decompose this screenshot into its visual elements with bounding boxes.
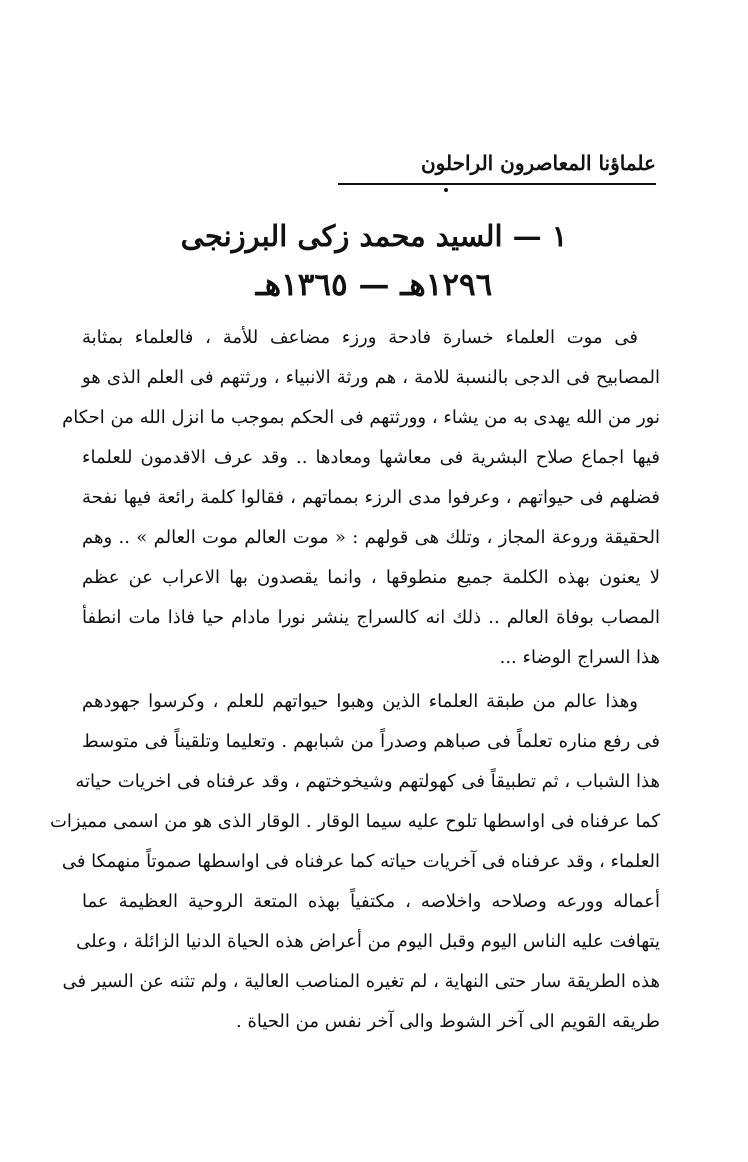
paragraph-2 [49,682,661,1042]
paragraph-1 [62,318,660,678]
text-line: أعماله وورعه وصلاحه واخلاصه ، مكتفياً بهذه المتعة الروحية العظيمة عما [82,891,660,912]
text-line: فى موت العلماء خسارة فادحة ورزء مضاعف للأمة ، فالعلماء بمثابة [82,327,638,348]
text-line: المصابيح فى الدجى بالنسبة للامة ، هم ورثة الانبياء ، ورثتهم فى العلم الذى هو [82,367,660,388]
header-underline-dot [444,188,448,192]
text-line: يتهافت عليه الناس اليوم وقبل اليوم من أعراض هذه الحياة الدنيا الزائلة ، وعلى [76,931,660,952]
running-header: علماؤنا المعاصرون الراحلون [420,151,656,175]
text-line: فضلهم فى حيواتهم ، وعرفوا مدى الرزء بمماتهم ، فقالوا كلمة رائعة فيها نفحة [82,487,660,508]
article-title: ١ — السيد محمد زكى البرزنجى [180,219,568,253]
text-line: كما عرفناه فى اواسطها تلوح عليه سيما الوقار . الوقار الذى هو من اسمى مميزات [49,811,660,832]
body-text [49,318,661,1042]
text-line: المصاب بوفاة العالم .. ذلك انه كالسراج ينشر نورا مادام حيا فاذا مات انطفأ [82,607,660,628]
text-line: هذا الشباب ، ثم تطبيقاً فى كهولتهم وشيخوختهم ، وقد عرفناه فى اخريات حياته [75,771,660,792]
text-line: لا يعنون بهذه الكلمة جميع منطوقها ، وانما يقصدون بها الاعراب عن عظم [82,567,660,588]
text-line: طريقه القويم الى آخر الشوط والى آخر نفس من الحياة . [236,1011,660,1032]
text-line: هذه الطريقة سار حتى النهاية ، لم تغيره المناصب العالية ، ولم تثنه عن السير فى [62,971,660,992]
text-line: فى رفع مناره تعلماً فى صباهم وصدراً من شبابهم . وتعليما وتلقيناً فى متوسط [82,731,661,752]
text-line: هذا السراج الوضاء ... [499,647,660,668]
text-line: العلماء ، وقد عرفناه فى آخريات حياته كما عرفناه فى اواسطها صموتاً منهمكا فى [61,851,660,872]
text-line: الحقيقة وروعة المجاز ، وتلك هى قولهم : « موت العالم موت العالم » .. وهم [82,527,660,548]
text-line: وهذا عالم من طبقة العلماء الذين وهبوا حيواتهم للعلم ، وكرسوا جهودهم [82,691,638,712]
header-underline [338,183,656,185]
article-years: ١٢٩٦هـ — ١٣٦٥هـ [255,267,493,303]
text-line: نور من الله يهدى به من يشاء ، وورثتهم فى الحكم بموجب ما انزل الله من احكام [62,407,660,428]
text-line: فيها اجماع صلاح البشرية فى معاشها ومعادها .. وقد عرف الاقدمون للعلماء [82,447,660,468]
